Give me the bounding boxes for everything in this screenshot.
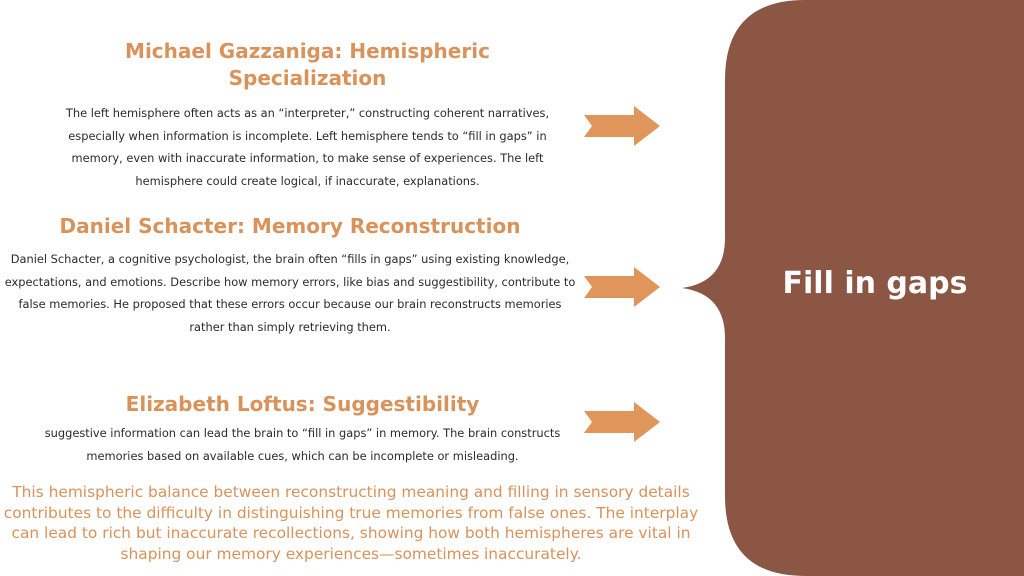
section-body: The left hemisphere often acts as an “interpreter,” constructing coherent narratives, especially when information is incomplete. Left hemisphere tends to “fill in gaps” in memory, even with inaccurate information, to make sense of experiences. The left hemisphere could create logical, if inaccurate, explanations. — [65, 106, 550, 188]
section-schacter — [0, 213, 580, 338]
section-body: suggestive information can lead the brain to “fill in gaps” in memory. The brain constructs memories based on available cues, which can be incomplete or misleading. — [44, 426, 561, 463]
right-arrow-icon — [584, 267, 660, 307]
right-arrow-icon — [584, 402, 660, 442]
section-body: Daniel Schacter, a cognitive psychologist, the brain often “fills in gaps” using existing knowledge, expectations, and emotions. Describe how memory errors, like bias and suggestibility, contribute to false memories. He proposed that these errors occur because our brain reconstructs memories rather than simply retrieving them. — [4, 252, 576, 334]
fill-in-gaps-label: Fill in gaps — [782, 266, 968, 301]
section-title: Daniel Schacter: Memory Reconstruction — [59, 214, 521, 238]
section-title: Michael Gazzaniga: Hemispheric Specialization — [125, 39, 490, 90]
section-title: Elizabeth Loftus: Suggestibility — [125, 392, 480, 416]
conclusion-text: This hemispheric balance between reconstructing meaning and filling in sensory details contributes to the difficulty in distinguishing true memories from false ones. The interplay can lead to rich but inaccurate recollections, showing how both hemispheres are vital in shaping our memory experiences—sometimes inaccurately. — [3, 483, 699, 563]
right-arrow-icon — [584, 106, 660, 146]
section-loftus — [30, 391, 575, 467]
section-gazzaniga — [55, 38, 560, 192]
